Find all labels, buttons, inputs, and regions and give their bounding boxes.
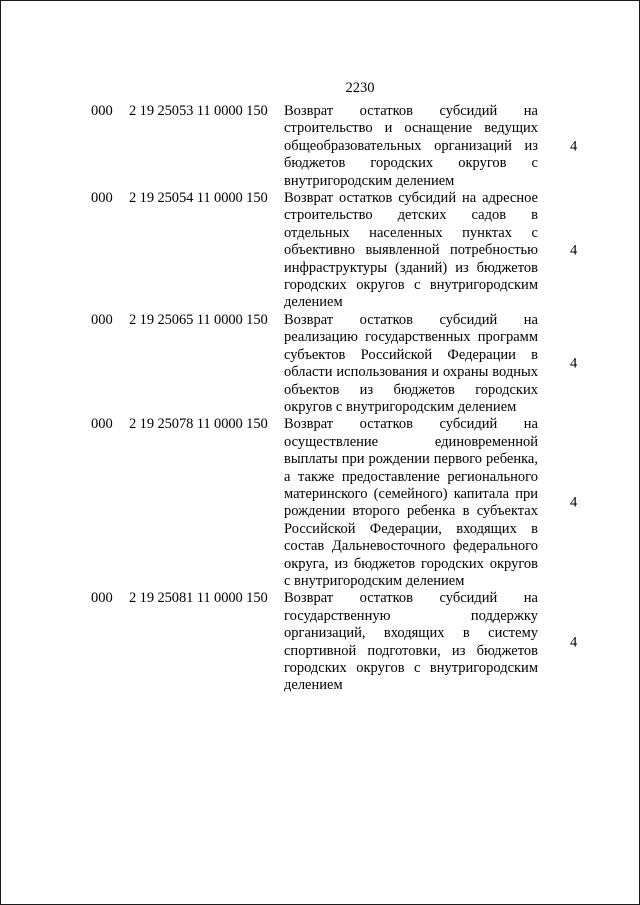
admin-code: 000 — [91, 190, 113, 207]
income-name-line: Российской Федерации, входящих в — [284, 520, 538, 537]
income-name — [284, 103, 538, 190]
income-name — [284, 416, 538, 590]
budget-classification-code: 2 19 25078 11 0000 150 — [129, 416, 268, 433]
admin-code: 000 — [91, 416, 113, 433]
budget-classification-code: 2 19 25081 11 0000 150 — [129, 590, 268, 607]
income-name-line: общеобразовательных организаций из — [284, 137, 538, 154]
income-name-line: осуществление единовременной — [284, 433, 538, 450]
income-name-line: объектов из бюджетов городских — [284, 381, 538, 398]
budget-classification-code: 2 19 25054 11 0000 150 — [129, 190, 268, 207]
income-name-line: строительство и оснащение ведущих — [284, 120, 538, 137]
income-name-line: с внутригородским делением — [284, 572, 465, 589]
income-name — [284, 590, 538, 694]
table-row — [0, 103, 640, 190]
income-name-line: рождении второго ребенка в субъектах — [284, 503, 538, 520]
income-name-line: спортивной подготовки, из бюджетов — [284, 642, 538, 659]
admin-code: 000 — [91, 311, 113, 328]
income-name-line: Возврат остатков субсидий на — [284, 590, 538, 607]
admin-code: 000 — [91, 590, 113, 607]
income-name-line: Возврат остатков субсидий на — [284, 103, 538, 119]
norm-value: 4 — [570, 138, 578, 155]
income-name-line: бюджетов городских округов с — [284, 155, 538, 172]
classification-table — [0, 103, 640, 695]
income-name-line: строительство детских садов в — [284, 207, 538, 224]
income-name-line: области использования и охраны водных — [284, 364, 538, 381]
norm-value: 4 — [570, 494, 578, 511]
income-name-line: инфраструктуры (зданий) из бюджетов — [284, 259, 538, 276]
income-name-line: Возврат остатков субсидий на — [284, 416, 538, 433]
income-name-line: а также предоставление регионального — [284, 468, 538, 485]
income-name — [284, 190, 538, 312]
income-name-line: внутригородским делением — [284, 172, 455, 189]
income-name-line: субъектов Российской Федерации в — [284, 346, 538, 363]
norm-value: 4 — [570, 355, 578, 372]
income-name-line: Возврат остатков субсидий на — [284, 311, 538, 328]
income-name-line: объективно выявленной потребностью — [284, 242, 538, 259]
norm-value: 4 — [570, 242, 578, 259]
income-name-line: отдельных населенных пунктах с — [284, 224, 538, 241]
table-row — [0, 312, 640, 416]
income-name-line: делением — [284, 294, 343, 311]
page-number: 2230 — [345, 80, 375, 96]
income-name-line: состав Дальневосточного федерального — [284, 538, 538, 555]
income-name-line: организаций, входящих в систему — [284, 625, 538, 642]
table-row — [0, 190, 640, 312]
income-name-line: делением — [284, 677, 343, 694]
income-name-line: городских округов с внутригородским — [284, 277, 538, 294]
income-name — [284, 312, 538, 416]
budget-classification-code: 2 19 25053 11 0000 150 — [129, 103, 268, 119]
admin-code: 000 — [91, 103, 113, 119]
table-row — [0, 590, 640, 694]
income-name-line: округов с внутригородским делением — [284, 398, 517, 415]
income-name-line: округа, из бюджетов городских округов — [284, 555, 538, 572]
income-name-line: реализацию государственных программ — [284, 329, 538, 346]
income-name-line: государственную поддержку — [284, 607, 538, 624]
income-name-line: выплаты при рождении первого ребенка, — [284, 451, 538, 468]
budget-classification-code: 2 19 25065 11 0000 150 — [129, 311, 268, 328]
income-name-line: Возврат остатков субсидий на адресное — [284, 190, 538, 207]
norm-value: 4 — [570, 634, 578, 651]
table-row — [0, 416, 640, 590]
income-name-line: материнского (семейного) капитала при — [284, 485, 538, 502]
income-name-line: городских округов с внутригородским — [284, 660, 538, 676]
